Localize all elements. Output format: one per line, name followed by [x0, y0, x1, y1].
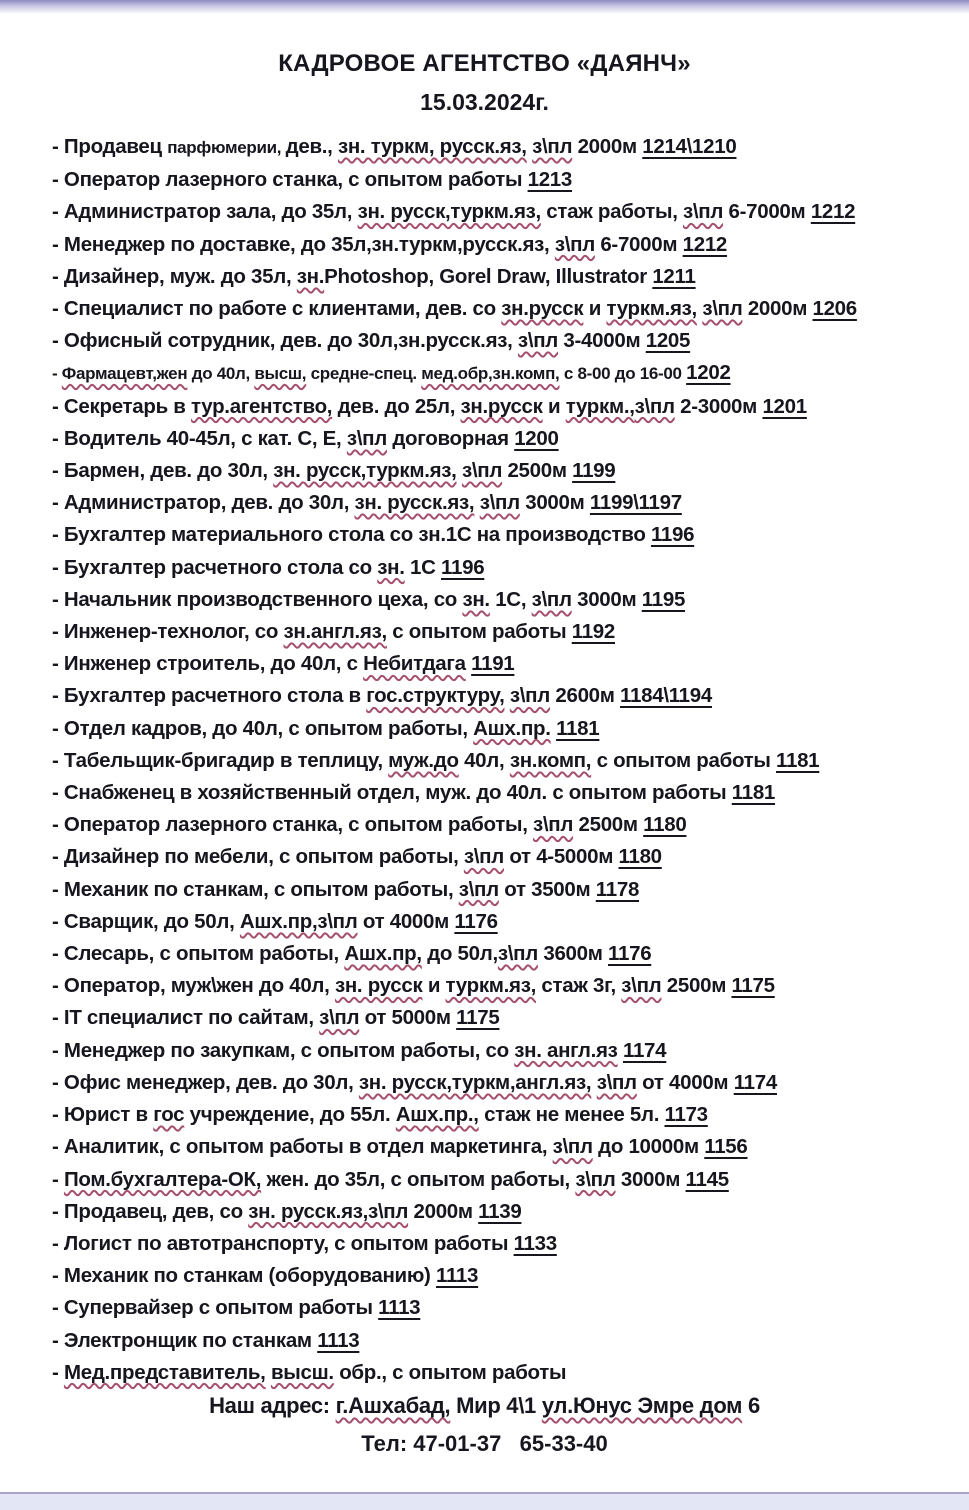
job-code: 1192 — [571, 620, 615, 644]
text-segment: - Бухгалтер расчетного стола со — [52, 555, 378, 579]
job-code: 1178 — [595, 877, 640, 901]
text-segment: - — [52, 1167, 64, 1191]
text-segment: - Офисный сотрудник, дев. до 30л,зн.русск.яз, — [52, 329, 518, 353]
job-code: 1199 — [572, 459, 616, 483]
text-segment: - Оператор, муж\жен до 40л, — [52, 974, 335, 998]
text-segment: Мир 4\1 — [450, 1392, 542, 1418]
spellcheck-squiggle-text: з\пл — [621, 974, 662, 998]
text-segment: - Электронщик по станкам — [52, 1328, 318, 1352]
job-code: 1113 — [435, 1264, 479, 1288]
job-listing-line — [52, 1292, 949, 1324]
text-segment: с опытом работы — [591, 748, 776, 772]
text-segment: - Менеджер по доставке, до 35л,зн.туркм,русск.яз, — [52, 232, 555, 256]
text-segment: - Специалист по работе с клиентами, дев. со — [52, 297, 502, 321]
spellcheck-squiggle-text: зн. — [377, 555, 405, 579]
text-segment: 6-7000м — [594, 232, 683, 256]
spellcheck-squiggle-text: ул.Юнус Эмре дом — [541, 1392, 743, 1418]
text-segment: и — [583, 297, 607, 321]
spellcheck-squiggle-text: зн.русск — [501, 297, 584, 321]
job-list — [52, 131, 949, 1389]
text-segment: - Табельщик-бригадир в теплицу, — [52, 748, 389, 772]
text-segment: 2600м — [549, 684, 621, 708]
text-segment: - Снабженец в хозяйственный отдел, муж. до 40л. с опытом работы — [52, 781, 732, 805]
spellcheck-squiggle-text: з\пл — [497, 942, 538, 966]
spellcheck-squiggle-text: з\пл — [552, 1135, 593, 1159]
text-segment: 2000м — [572, 135, 643, 158]
text-segment: 1С, — [489, 587, 532, 611]
spellcheck-squiggle-text: зн.комп, — [509, 748, 592, 772]
spellcheck-squiggle-text: зн. русск,туркм.яз, — [357, 200, 541, 224]
text-segment: парфюмерии, — [167, 138, 286, 157]
spellcheck-squiggle-text: Ашх.пр,з\пл — [239, 909, 358, 933]
text-segment: - Бухгалтер материального стола со зн.1С на производство — [52, 523, 651, 547]
text-segment: Photoshop, Gorel Draw, Illustrator — [324, 264, 653, 288]
spellcheck-squiggle-text: зн.англ.яз, — [283, 620, 387, 644]
footer-phone: Тел: 47-01-37 65-33-40 — [361, 1430, 608, 1456]
job-code: 1180 — [618, 845, 662, 869]
spellcheck-squiggle-text: з\пл — [458, 877, 499, 901]
job-code: 1191 — [471, 652, 515, 676]
spellcheck-squiggle-text: зн. — [462, 587, 490, 611]
job-code: 1180 — [643, 813, 687, 837]
spellcheck-squiggle-text: зн. англ.яз — [514, 1038, 618, 1062]
text-segment: - Отдел кадров, до 40л, с опытом работы, — [52, 716, 474, 740]
text-segment: - IT специалист по сайтам, — [52, 1006, 320, 1030]
spellcheck-squiggle-text: высш. — [271, 1360, 334, 1384]
job-code: 1176 — [608, 942, 652, 966]
job-code: 1145 — [685, 1167, 729, 1191]
page-bottom-edge — [0, 1492, 969, 1510]
job-code: 1205 — [645, 329, 691, 353]
text-segment: - Бухгалтер расчетного стола в — [52, 684, 367, 708]
text-segment: 6-7000м — [723, 200, 811, 224]
text-segment: - Администратор зала, до 35л, — [52, 200, 358, 224]
spellcheck-squiggle-text: з\пл — [683, 200, 724, 224]
spellcheck-squiggle-text: з\пл — [532, 135, 573, 158]
text-segment: 1С — [404, 555, 442, 579]
text-segment: до 10000м — [592, 1135, 705, 1159]
text-segment: и — [422, 974, 446, 998]
text-segment: 2500м — [502, 459, 573, 483]
text-segment: учреждение, до 55л. — [184, 1103, 396, 1127]
job-listing-line — [52, 391, 949, 423]
text-segment: - Секретарь в — [52, 394, 191, 418]
spellcheck-squiggle-text: з\пл — [479, 491, 520, 515]
spellcheck-squiggle-text: туркм., — [565, 394, 635, 418]
spellcheck-squiggle-text: зн. русск — [334, 974, 423, 998]
job-listing-line — [52, 938, 949, 970]
job-listing-line — [52, 1228, 949, 1260]
spellcheck-squiggle-text: Фармацевт,жен — [61, 364, 188, 384]
text-segment: - Логист по автотранспорту, с опытом работы — [52, 1231, 514, 1255]
text-segment: обр., с опытом работы — [333, 1360, 567, 1384]
spellcheck-squiggle-text: гос — [153, 1103, 185, 1127]
page-title: КАДРОВОЕ АГЕНТСТВО «ДАЯНЧ» — [278, 50, 691, 77]
text-segment: 2500м — [573, 813, 644, 837]
job-listing-line — [52, 584, 949, 616]
spellcheck-squiggle-text: зн. туркм, русск.яз, — [337, 135, 527, 158]
job-listing-line — [52, 487, 949, 519]
spellcheck-squiggle-text: з\пл — [702, 297, 743, 321]
text-segment: - Дизайнер, муж. до 35л, — [52, 264, 297, 288]
document-date: 15.03.2024г. — [420, 89, 549, 115]
spellcheck-squiggle-text: з\пл — [533, 813, 574, 837]
job-code: 1175 — [456, 1006, 500, 1030]
text-segment: - Механик по станкам, с опытом работы, — [52, 877, 459, 901]
job-code: 1175 — [731, 974, 775, 998]
text-segment: - Водитель 40-45л, с кат. С, Е, — [52, 426, 347, 450]
job-code: 1174 — [622, 1038, 667, 1062]
job-code: 1181 — [556, 716, 600, 740]
spellcheck-squiggle-text: Мед.представитель, — [63, 1360, 266, 1384]
text-segment: 40л, — [458, 748, 510, 772]
job-code: 1174 — [733, 1070, 777, 1094]
job-listing-line — [52, 293, 949, 325]
spellcheck-squiggle-text: туркм.яз, — [445, 974, 536, 998]
spellcheck-squiggle-text: з\пл — [634, 394, 675, 418]
job-listing-line — [52, 809, 949, 841]
spellcheck-squiggle-text: з\пл — [319, 1006, 360, 1030]
text-segment: с 8-00 до 16-00 — [559, 364, 687, 384]
job-listing-line — [52, 970, 949, 1002]
job-code: 1202 — [686, 361, 731, 385]
job-listing-line — [52, 745, 949, 777]
job-code: 1201 — [762, 394, 807, 418]
spellcheck-squiggle-text: мед.обр,зн.комп, — [421, 364, 560, 384]
text-segment: - Продавец, дев, со — [52, 1199, 249, 1223]
job-code: 1199\1197 — [589, 491, 682, 515]
text-segment: 3000м — [615, 1167, 686, 1191]
spellcheck-squiggle-text: зн. русск.яз,з\пл — [248, 1199, 409, 1223]
text-segment: - Юрист в — [52, 1103, 154, 1127]
text-segment: 2000м — [408, 1199, 479, 1223]
job-code: 1212 — [810, 200, 856, 224]
spellcheck-squiggle-text: зн. русск,туркм.яз, — [273, 459, 457, 483]
job-code: 1213 — [527, 168, 573, 192]
spellcheck-squiggle-text: тур.агентство, — [191, 394, 333, 418]
spellcheck-squiggle-text: туркм.яз, — [606, 297, 697, 321]
job-code: 1133 — [513, 1231, 557, 1255]
job-listing-line — [52, 1035, 949, 1067]
spellcheck-squiggle-text: з\пл — [575, 1167, 616, 1191]
job-listing-line — [52, 131, 949, 164]
text-segment: договорная — [386, 426, 515, 450]
job-listing-line — [52, 648, 949, 680]
text-segment: Наш адрес: — [209, 1392, 336, 1418]
text-segment: с опытом работы — [386, 620, 572, 644]
text-segment: дев., — [285, 135, 338, 158]
job-listing-line — [52, 713, 949, 745]
job-code: 1214\1210 — [642, 135, 737, 158]
text-segment: - Оператор лазерного станка, с опытом работы, — [52, 813, 533, 837]
text-segment: - Бармен, дев. до 30л, — [52, 459, 274, 483]
text-segment: от 5000м — [359, 1006, 457, 1030]
text-segment: - Супервайзер с опытом работы — [52, 1296, 379, 1320]
spellcheck-squiggle-text: з\пл — [463, 845, 504, 869]
spellcheck-squiggle-text: зн. русск.яз, — [354, 491, 475, 515]
page-top-edge — [0, 0, 969, 14]
text-segment: 3600м — [537, 942, 609, 966]
job-listing-line — [52, 1164, 949, 1196]
text-segment: стаж не менее 5л. — [478, 1103, 665, 1127]
text-segment: - Администратор, дев. до 30л, — [52, 491, 355, 515]
job-code: 1196 — [650, 523, 695, 547]
spellcheck-squiggle-text: з\пл — [596, 1070, 637, 1094]
job-listing-line — [52, 874, 949, 906]
job-listing-line — [52, 1131, 949, 1163]
job-listing-line — [52, 777, 949, 809]
text-segment: от 3500м — [498, 877, 596, 901]
text-segment: стаж работы, — [540, 200, 684, 224]
spellcheck-squiggle-text: Ашх.пр., — [395, 1103, 479, 1127]
job-code: 1113 — [378, 1296, 421, 1320]
spellcheck-squiggle-text: з\пл — [346, 426, 387, 450]
job-code: 1113 — [317, 1328, 360, 1352]
job-code: 1195 — [641, 587, 686, 611]
text-segment: - — [52, 1360, 64, 1384]
job-code: 1139 — [478, 1199, 522, 1223]
job-code: 1173 — [664, 1103, 708, 1127]
job-listing-line — [52, 1260, 949, 1292]
job-listing-line — [52, 196, 949, 228]
job-listing-line — [52, 680, 949, 712]
job-code: 1181 — [731, 781, 776, 805]
text-segment: - Начальник производственного цеха, со — [52, 587, 463, 611]
job-listing-line — [52, 325, 949, 357]
text-segment: 2000м — [742, 297, 813, 321]
spellcheck-squiggle-text: з\пл — [461, 459, 503, 483]
text-segment: - Инженер-технолог, со — [52, 620, 284, 644]
job-code: 1212 — [682, 232, 728, 256]
text-segment: от 4-5000м — [503, 845, 619, 869]
spellcheck-squiggle-text: Ашх.пр. — [473, 716, 551, 740]
job-listing-line — [52, 261, 949, 293]
job-listing-line — [52, 229, 949, 261]
text-segment: - Менеджер по закупкам, с опытом работы, со — [52, 1038, 515, 1062]
spellcheck-squiggle-text: Пом.бухгалтера-ОК, — [63, 1167, 262, 1191]
spellcheck-squiggle-text: Небитдага — [363, 652, 466, 676]
job-code: 1196 — [441, 555, 485, 579]
job-listing-line — [52, 616, 949, 648]
job-listing-line — [52, 423, 949, 455]
footer-address — [0, 1393, 969, 1419]
job-code: 1206 — [812, 297, 857, 321]
job-listing-line — [52, 1067, 949, 1099]
job-code: 1181 — [776, 748, 820, 772]
spellcheck-squiggle-text: Ашх.пр, — [344, 942, 422, 966]
job-code: 1176 — [454, 909, 498, 933]
text-segment: - Продавец — [52, 135, 168, 158]
spellcheck-squiggle-text: з\пл — [554, 232, 595, 256]
spellcheck-squiggle-text: з\пл — [531, 587, 572, 611]
text-segment: - Инженер строитель, до 40л, с — [52, 652, 364, 676]
job-code: 1211 — [652, 264, 696, 288]
job-listing-line — [52, 519, 949, 551]
text-segment: от 4000м — [636, 1070, 734, 1094]
text-segment: от 4000м — [357, 909, 455, 933]
job-code: 1156 — [704, 1135, 748, 1159]
text-segment: - Дизайнер по мебели, с опытом работы, — [52, 845, 464, 869]
job-listing-line — [52, 841, 949, 873]
text-segment: - Сварщик, до 50л, — [52, 909, 240, 933]
text-segment: 6 — [742, 1392, 760, 1418]
job-code: 1184\1194 — [620, 684, 712, 708]
spellcheck-squiggle-text: зн. — [296, 264, 325, 288]
job-listing-line — [52, 906, 949, 938]
text-segment: до 50л, — [421, 942, 498, 966]
spellcheck-squiggle-text: зн.русск — [460, 394, 543, 418]
text-segment: - Оператор лазерного станка, с опытом работы — [52, 168, 528, 192]
spellcheck-squiggle-text: г.Ашхабад, — [335, 1392, 451, 1418]
text-segment: 2500м — [661, 974, 732, 998]
text-segment: 3-4000м — [558, 329, 646, 353]
text-segment: до 40л, — [187, 364, 255, 384]
text-segment: - Механик по станкам (оборудованию) — [52, 1264, 436, 1288]
text-segment: дев. до 25л, — [332, 394, 461, 418]
job-code: 1200 — [514, 426, 559, 450]
text-segment: - Офис менеджер, дев. до 30л, — [52, 1070, 359, 1094]
text-segment: - Аналитик, с опытом работы в отдел маркетинга, — [52, 1135, 553, 1159]
spellcheck-squiggle-text: высш, — [254, 364, 307, 384]
spellcheck-squiggle-text: з\пл — [509, 684, 550, 708]
text-segment: и — [542, 394, 566, 418]
job-listing-line — [52, 552, 949, 584]
spellcheck-squiggle-text: з\пл — [517, 329, 559, 353]
text-segment: жен. до 35л, с опытом работы, — [261, 1167, 576, 1191]
job-listing-line — [52, 1196, 949, 1228]
job-listing-line — [52, 1002, 949, 1034]
text-segment: - — [52, 364, 62, 384]
job-listing-line — [52, 1325, 949, 1357]
job-listing-line — [52, 164, 949, 196]
spellcheck-squiggle-text: зн. русск,туркм,англ.яз, — [358, 1070, 592, 1094]
job-listing-line — [52, 1099, 949, 1131]
text-segment: стаж 3г, — [536, 974, 622, 998]
job-listing-line — [52, 1357, 949, 1389]
text-segment: 3000м — [519, 491, 590, 515]
job-listing-line — [52, 357, 949, 390]
text-segment: средне-спец. — [306, 364, 422, 384]
spellcheck-squiggle-text: муж.до — [388, 748, 459, 772]
text-segment: 3000м — [571, 587, 642, 611]
text-segment: - Слесарь, с опытом работы, — [52, 942, 345, 966]
job-listing-line — [52, 455, 949, 487]
text-segment: 2-3000м — [674, 394, 763, 418]
spellcheck-squiggle-text: гос.структуру, — [366, 684, 505, 708]
